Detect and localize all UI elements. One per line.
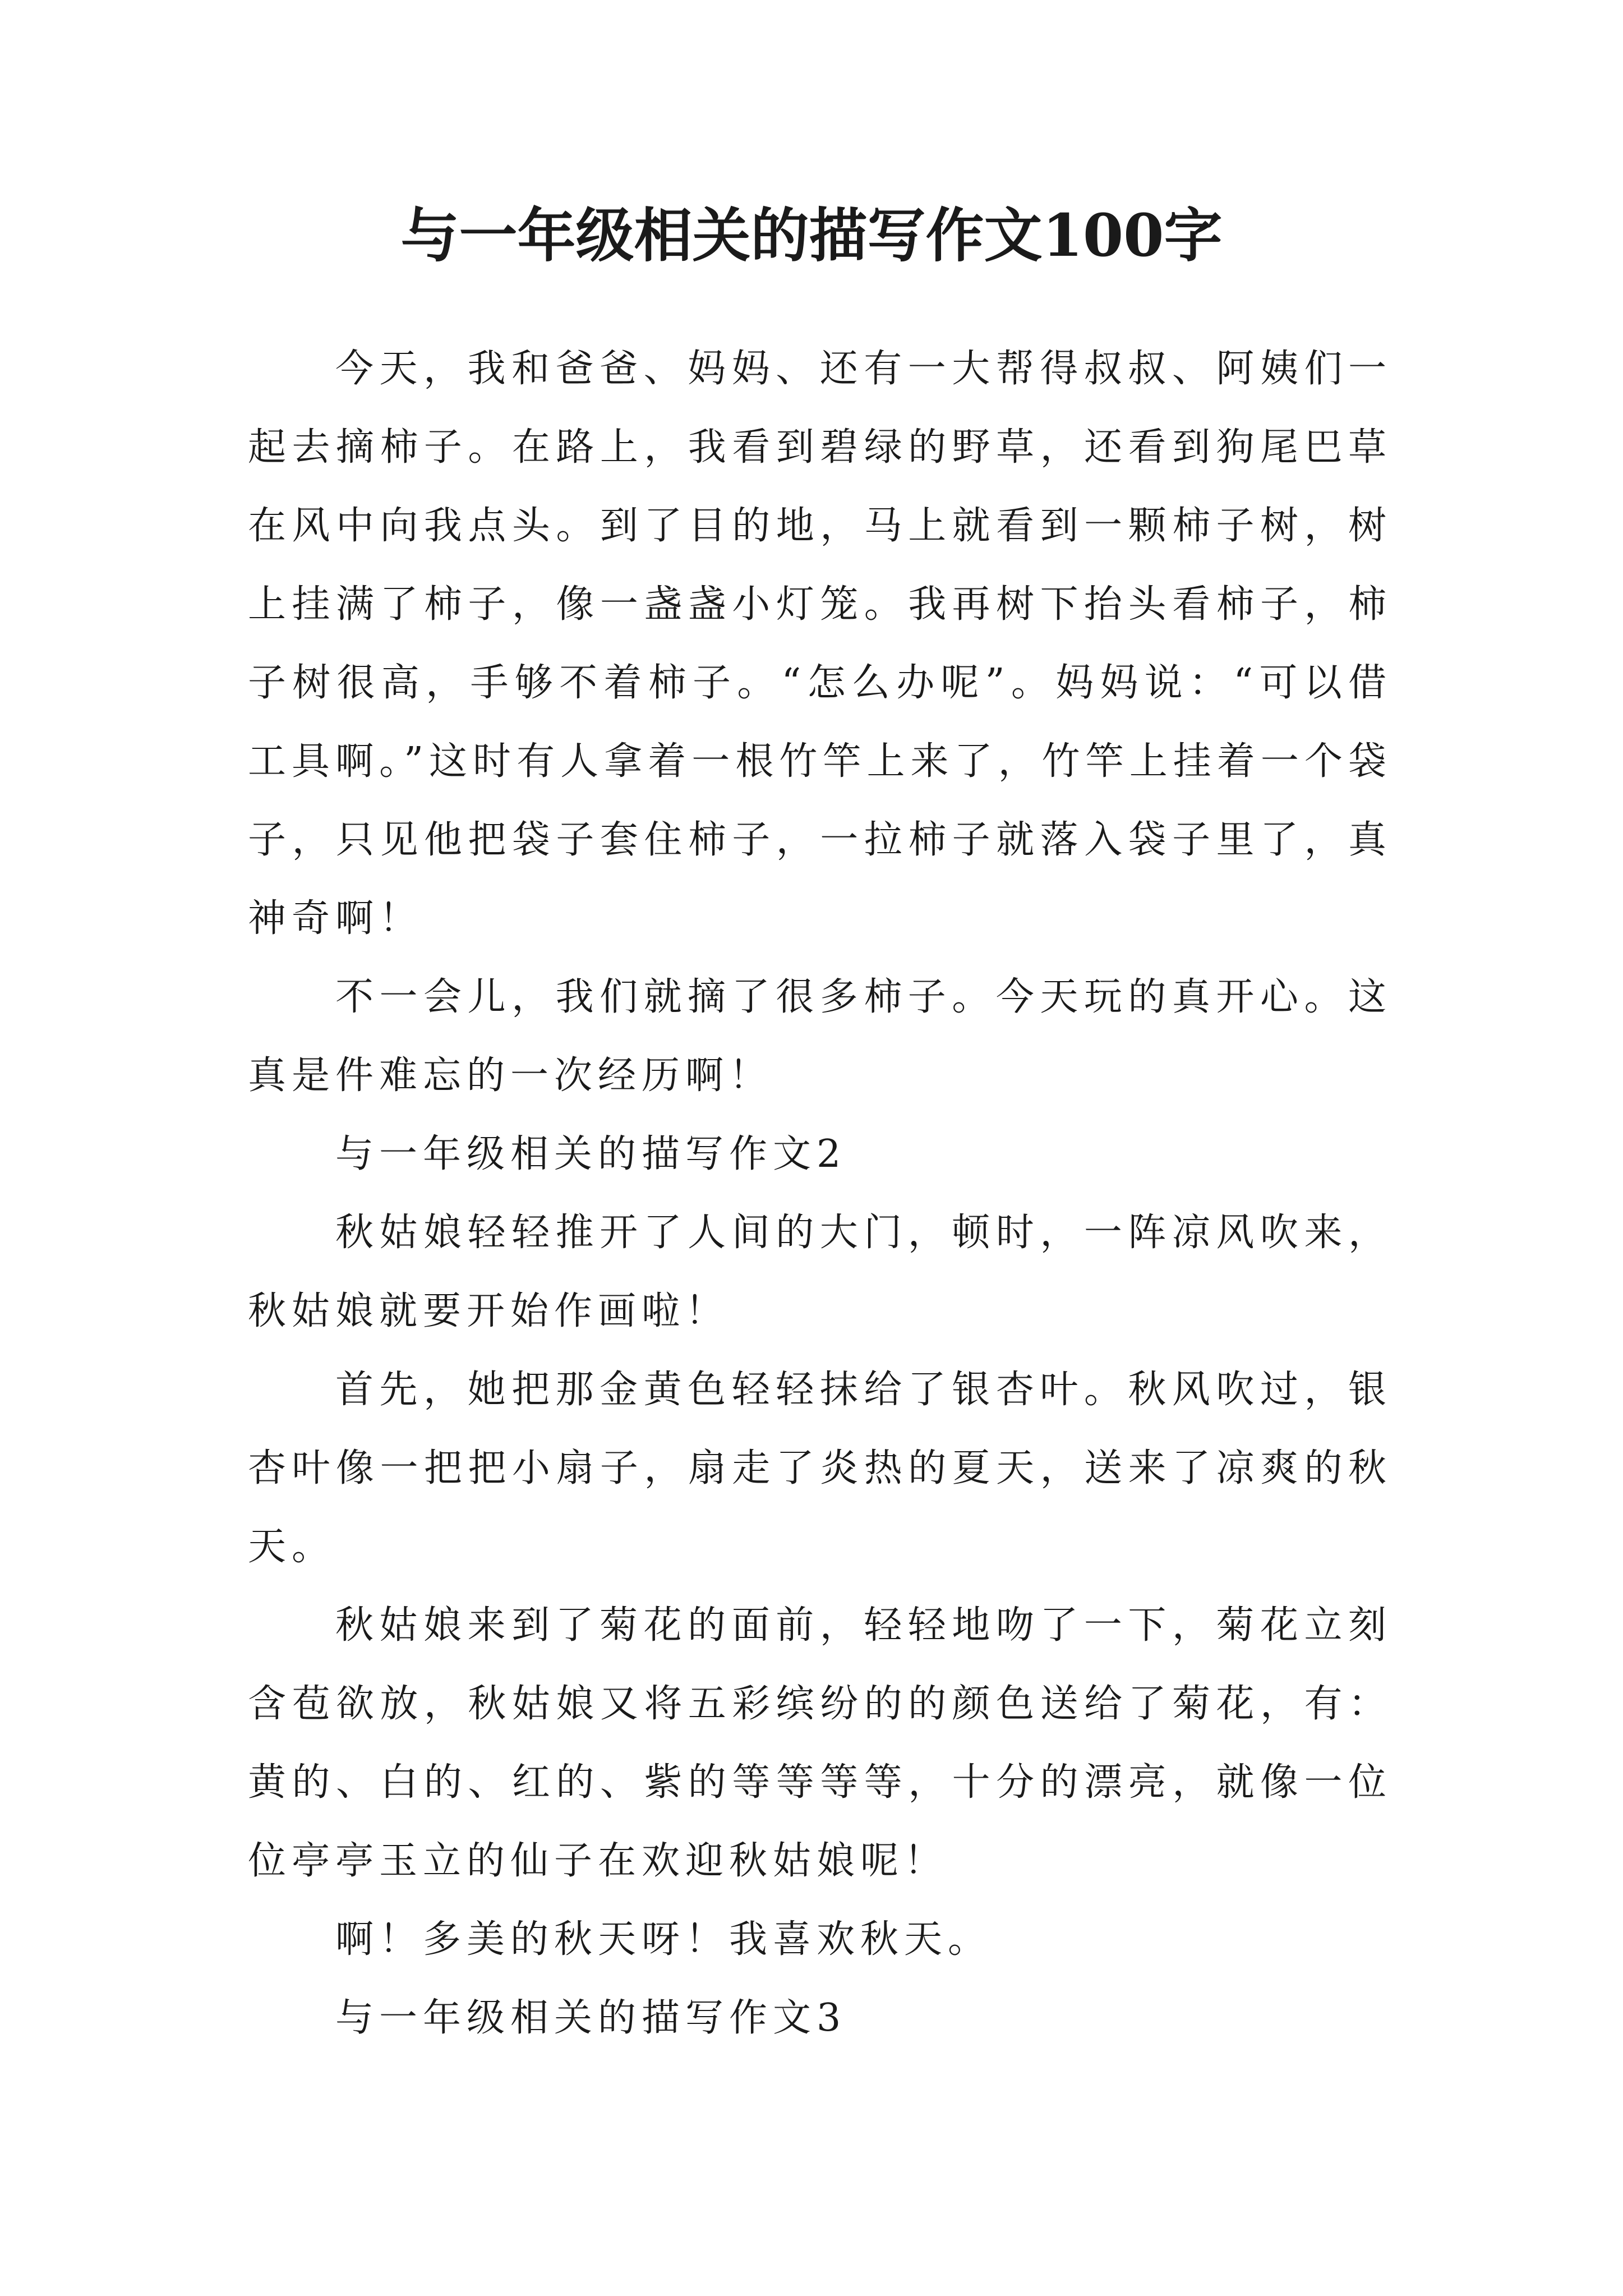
- paragraph-1: 今天，我和爸爸、妈妈、还有一大帮得叔叔、阿姨们一起去摘柿子。在路上，我看到碧绿的野草，还看到狗尾巴草在风中向我点头。到了目的地，马上就看到一颗柿子树，树上挂满了柿子，像一盏盏小灯笼。我再树下抬头看柿子，柿子树很高，手够不着柿子。“怎么办呢”。妈妈说：“可以借工具啊。”这时有人拿着一根竹竿上来了，竹竿上挂着一个袋子，只见他把袋子套住柿子，一拉柿子就落入袋子里了，真神奇啊！: [248, 347, 1392, 941]
- paragraph-6: 啊！多美的秋天呀！我喜欢秋天。: [335, 1917, 992, 1962]
- paragraph-5: 秋姑娘来到了菊花的面前，轻轻地吻了一下，菊花立刻含苞欲放，秋姑娘又将五彩缤纷的的颜色送给了菊花，有：黄的、白的、红的、紫的等等等等，十分的漂亮，就像一位位亭亭玉立的仙子在欢迎秋姑娘呢！: [248, 1603, 1392, 1883]
- paragraph-3: 秋姑娘轻轻推开了人间的大门，顿时，一阵凉风吹来，秋姑娘就要开始作画啦！: [248, 1211, 1392, 1333]
- paragraph-2: 不一会儿，我们就摘了很多柿子。今天玩的真开心。这真是件难忘的一次经历啊！: [248, 975, 1392, 1098]
- section-heading-3: 与一年级相关的描写作文3: [335, 1996, 847, 2040]
- document-body: [248, 330, 1392, 2058]
- section-heading-2: 与一年级相关的描写作文2: [335, 1132, 847, 1176]
- paragraph-4: 首先，她把那金黄色轻轻抹给了银杏叶。秋风吹过，银杏叶像一把把小扇子，扇走了炎热的夏天，送来了凉爽的秋天。: [248, 1368, 1392, 1569]
- document-title: 与一年级相关的描写作文100字: [400, 201, 1223, 270]
